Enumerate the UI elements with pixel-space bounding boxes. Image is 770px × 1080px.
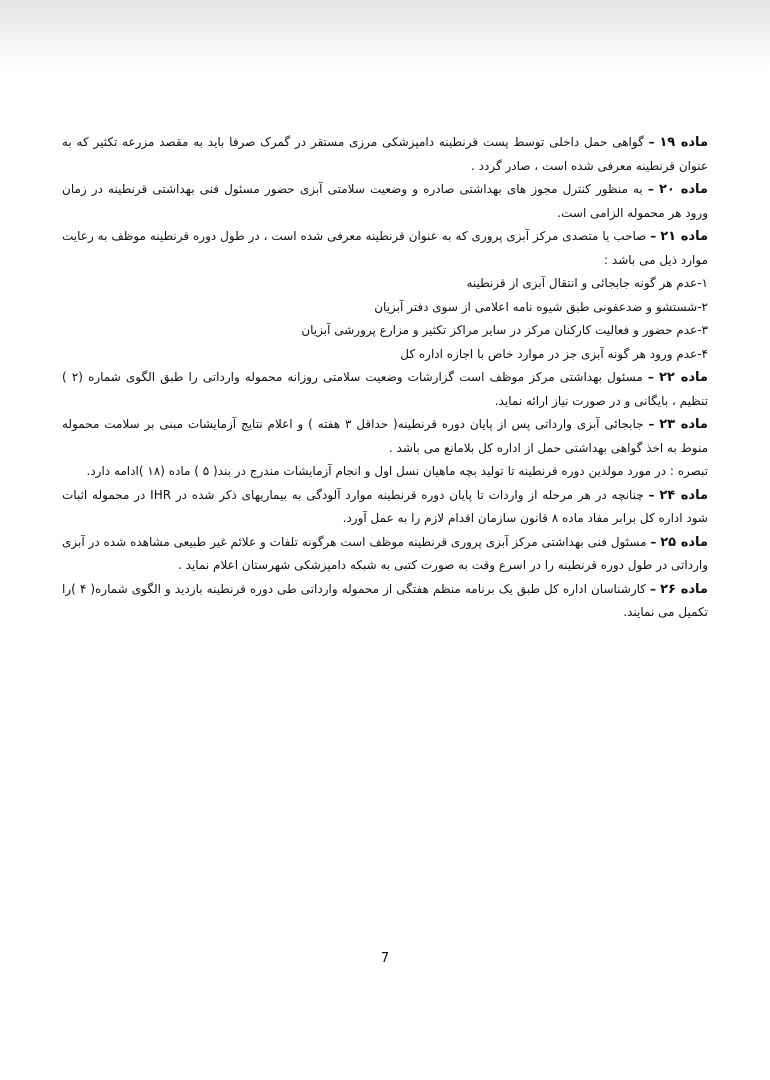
article-24: ماده ۲۴ – چنانچه در هر مرحله از واردات تا پایان دوره قرنطینه موارد آلودگی به بیماریهای ذکر شده در IHR در محموله اثبات شود اداره کل برابر مفاد ماده ۸ قانون سازمان اقدام لازم را به عمل آورد. xyxy=(62,487,708,525)
article-text: کارشناسان اداره کل طبق یک برنامه منظم هفتگی از محموله وارداتی طی دوره قرنطینه بازدید و الگوی شماره( ۴ )را تکمیل می نمایند. xyxy=(62,581,708,619)
article-25: ماده ۲۵ – مسئول فنی بهداشتی مرکز آبزی پروری قرنطینه موظف است هرگونه تلفات و علائم غیر طبیعی مشاهده شده در آبزی وارداتی در طول دوره قرنطینه را در اسرع وقت به صورت کتبی به شبکه دامپزشکی شهرستان اعلام نماید . xyxy=(62,534,708,572)
article-label: ماده ۲۶ xyxy=(660,581,708,597)
article-text: مسئول بهداشتی مرکز موظف است گزارشات وضعیت سلامتی روزانه محموله وارداتی را طبق الگوی شماره (۲ ) تنظیم ، بایگانی و در صورت نیاز ارائه نماید. xyxy=(62,370,708,408)
article-label: ماده ۲۳ xyxy=(659,417,708,432)
document-body xyxy=(62,131,708,625)
page-number: 7 xyxy=(380,951,390,966)
article-label: ماده ۲۰ xyxy=(659,182,708,197)
article-22: ماده ۲۲ – مسئول بهداشتی مرکز موظف است گزارشات وضعیت سلامتی روزانه محموله وارداتی را طبق الگوی شماره (۲ ) تنظیم ، بایگانی و در صورت نیاز ارائه نماید. xyxy=(62,370,708,408)
article-text: صاحب یا متصدی مرکز آبزی پروری که به عنوان قرنطینه معرفی شده است ، در طول دوره قرنطینه موظف به رعایت موارد ذیل می باشد : xyxy=(62,229,708,267)
article-text: مسئول فنی بهداشتی مرکز آبزی پروری قرنطینه موظف است هرگونه تلفات و علائم غیر طبیعی مشاهده شده در آبزی وارداتی در طول دوره قرنطینه را در اسرع وقت به صورت کتبی به شبکه دامپزشکی شهرستان اعلام نماید . xyxy=(62,534,708,572)
article-label: ماده ۲۲ xyxy=(659,370,708,385)
note-tabsareh: تبصره : در مورد مولدین دوره قرنطینه تا تولید بچه ماهیان نسل اول و انجام آزمایشات مندرج در بند( ۵ ) ماده (۱۸ )ادامه دارد. xyxy=(86,464,708,478)
article-21: ماده ۲۱ – صاحب یا متصدی مرکز آبزی پروری که به عنوان قرنطینه معرفی شده است ، در طول دوره قرنطینه موظف به رعایت موارد ذیل می باشد : xyxy=(62,229,709,267)
article-23: ماده ۲۳ – جابجائی آبزی وارداتی پس از پایان دوره قرنطینه( حداقل ۳ هفته ) و اعلام نتایج آزمایشات مبنی بر سلامت محموله منوط به اخذ گواهی بهداشتی حمل از اداره کل بلامانع می باشد . xyxy=(62,417,708,455)
list-item: ۲-شستشو و ضدعفونی طبق شیوه نامه اعلامی از سوی دفتر آبزیان xyxy=(374,299,708,314)
article-label: ماده ۱۹ xyxy=(659,135,708,150)
article-label: ماده ۲۵ xyxy=(660,534,708,550)
list-item: ۱-عدم هر گونه جابجائی و انتقال آبزی از قرنطینه xyxy=(466,276,708,290)
article-26: ماده ۲۶ – کارشناسان اداره کل طبق یک برنامه منظم هفتگی از محموله وارداتی طی دوره قرنطینه بازدید و الگوی شماره( ۴ )را تکمیل می نمایند. xyxy=(62,581,708,619)
article-text: به منظور کنترل مجوز های بهداشتی صادره و وضعیت سلامتی آبزی حضور مسئول فنی بهداشتی قرنطینه در زمان ورود هر محموله الزامی است. xyxy=(62,182,708,220)
article-text: جابجائی آبزی وارداتی پس از پایان دوره قرنطینه( حداقل ۳ هفته ) و اعلام نتایج آزمایشات مبنی بر سلامت محموله منوط به اخذ گواهی بهداشتی حمل از اداره کل بلامانع می باشد . xyxy=(62,417,708,455)
article-20: ماده ۲۰ – به منظور کنترل مجوز های بهداشتی صادره و وضعیت سلامتی آبزی حضور مسئول فنی بهداشتی قرنطینه در زمان ورود هر محموله الزامی است. xyxy=(62,182,708,220)
article-label: ماده ۲۱ xyxy=(660,229,709,244)
article-text: چنانچه در هر مرحله از واردات تا پایان دوره قرنطینه موارد آلودگی به بیماریهای ذکر شده در IHR در محموله اثبات شود اداره کل برابر مفاد ماده ۸ قانون سازمان اقدام لازم را به عمل آورد. xyxy=(62,487,708,525)
scan-shadow xyxy=(0,0,770,70)
article-19: ماده ۱۹ – گواهی حمل داخلی توسط پست قرنطینه دامپزشکی مرزی مستقر در گمرک صرفا باید به مقصد مزرعه تکثیر که به عنوان قرنطینه معرفی شده است ، صادر گردد . xyxy=(62,135,708,173)
list-item: ۴-عدم ورود هر گونه آبزی جز در موارد خاص با اجازه اداره کل xyxy=(400,346,708,361)
list-item: ۳-عدم حضور و فعالیت کارکنان مرکز در سایر مراکز تکثیر و مزارع پرورشی آبزیان xyxy=(301,323,708,337)
article-label: ماده ۲۴ xyxy=(659,487,708,503)
article-text: گواهی حمل داخلی توسط پست قرنطینه دامپزشکی مرزی مستقر در گمرک صرفا باید به مقصد مزرعه تکثیر که به عنوان قرنطینه معرفی شده است ، صادر گردد . xyxy=(62,135,708,173)
